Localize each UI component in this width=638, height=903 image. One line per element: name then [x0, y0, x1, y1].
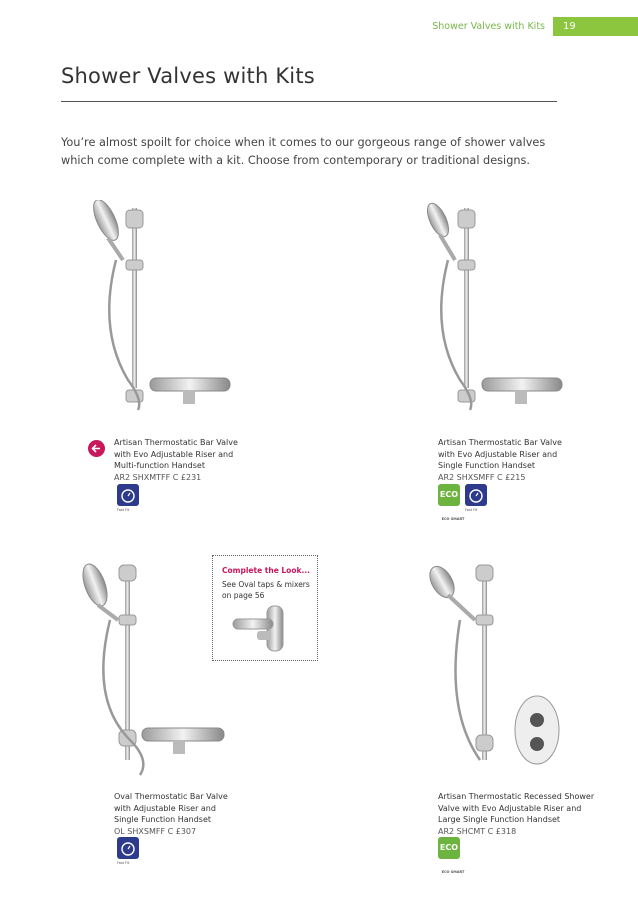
product-caption-4: Artisan Thermostatic Recessed Shower Valve with Evo Adjustable Riser and Large Single Function Handset AR2 SHCMT C £318: [438, 791, 608, 837]
product-code: AR2 SHXMTFF C £231: [114, 472, 202, 482]
back-arrow-button[interactable]: [88, 440, 105, 457]
product-badges-4: [438, 837, 465, 874]
shower-kit-image-1: [88, 200, 238, 415]
eco-badge: ECO ECO SMART: [438, 484, 460, 506]
product-code: AR2 SHXSMFF C £215: [438, 472, 526, 482]
complete-the-look-title: Complete the Look...: [222, 566, 311, 575]
basin-tap-image: [227, 601, 307, 656]
product-caption-1: Artisan Thermostatic Bar Valve with Evo Adjustable Riser and Multi-function Handset AR2 SHXMTFF C £231: [114, 437, 264, 483]
shower-kit-image-2: [420, 200, 570, 415]
stopwatch-icon: [465, 484, 487, 506]
arrow-left-icon: [88, 440, 105, 457]
product-code: AR2 SHCMT C £318: [438, 826, 517, 836]
header-section-title: Shower Valves with Kits: [432, 21, 545, 32]
product-caption-3: Oval Thermostatic Bar Valve with Adjustable Riser and Single Function Handset OL SHXSMFF C £307: [114, 791, 264, 837]
stopwatch-icon: [117, 484, 139, 506]
fast-fit-badge: Fast Fit: [465, 484, 487, 506]
product-caption-2: Artisan Thermostatic Bar Valve with Evo Adjustable Riser and Single Function Handset AR2 SHXSMFF C £215: [438, 437, 588, 483]
product-badges-3: [117, 837, 139, 865]
intro-paragraph: You’re almost spoilt for choice when it comes to our gorgeous range of shower valves which come complete with a kit. Choose from contemporary or traditional designs.: [61, 136, 546, 167]
stopwatch-icon: [117, 837, 139, 859]
fast-fit-badge: Fast Fit: [117, 484, 139, 506]
page-title: Shower Valves with Kits: [61, 64, 315, 88]
eco-badge: ECO ECO SMART: [438, 837, 460, 859]
shower-kit-image-4: [420, 560, 570, 780]
title-divider: [61, 101, 557, 102]
product-code: OL SHXSMFF C £307: [114, 826, 197, 836]
fast-fit-badge: Fast Fit: [117, 837, 139, 859]
complete-the-look-text: See Oval taps & mixers on page 56: [222, 580, 310, 600]
shower-kit-image-3: [70, 560, 230, 780]
page-header: [432, 17, 638, 36]
product-badges-2: [438, 484, 487, 521]
product-badges-1: [117, 484, 139, 512]
complete-the-look-box: [212, 555, 318, 661]
page-number: 19: [553, 17, 638, 36]
